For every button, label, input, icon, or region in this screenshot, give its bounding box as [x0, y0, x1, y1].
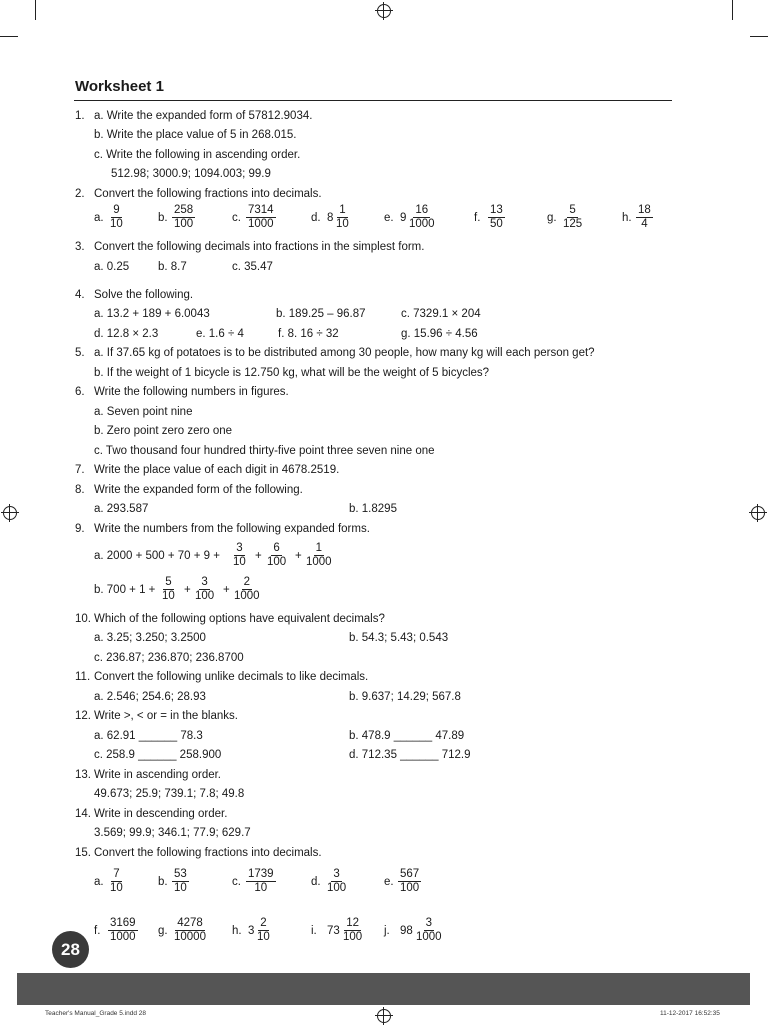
fraction [160, 576, 177, 603]
denominator: 1000 [306, 556, 332, 568]
fraction [232, 576, 262, 603]
denominator: 50 [490, 218, 503, 230]
denominator: 10 [233, 556, 246, 568]
item-label: a. [94, 876, 104, 888]
numerator: 5 [165, 576, 172, 588]
worksheet-title: Worksheet 1 [75, 78, 164, 95]
whole-number: 98 [400, 925, 413, 937]
fraction [172, 204, 195, 231]
fraction [334, 204, 351, 231]
denominator: 100 [400, 882, 420, 894]
fraction [636, 204, 653, 231]
numerator: 3 [425, 917, 432, 929]
question-text: Write the numbers from the following expanded forms. [94, 523, 370, 535]
fraction [265, 542, 288, 569]
denominator: 10 [254, 882, 268, 894]
denominator: 10 [336, 218, 349, 230]
text-line: 49.673; 25.9; 739.1; 7.8; 49.8 [94, 788, 245, 800]
denominator: 1000 [110, 931, 136, 943]
question-text: a. If 37.65 kg of potatoes is to be distributed among 30 people, how many kg will each person get? [94, 347, 595, 359]
question-text: Convert the following fractions into decimals. [94, 188, 322, 200]
numerator: 2 [260, 917, 267, 929]
text-line: a. 62.91 ______ 78.3 [94, 730, 203, 742]
registration-mark-icon [3, 506, 17, 520]
text-line: 512.98; 3000.9; 1094.003; 99.9 [111, 168, 271, 180]
fraction [407, 204, 437, 231]
numerator: 18 [638, 204, 651, 216]
text-line: b. Zero point zero zero one [94, 425, 233, 437]
item-label: j. [384, 925, 390, 937]
fraction [193, 576, 216, 603]
text-line: c. Two thousand four hundred thirty-five point three seven nine one [94, 445, 435, 457]
numerator: 2 [243, 576, 250, 588]
numerator: 1 [315, 542, 322, 554]
item-label: i. [311, 925, 317, 937]
question-text: Convert the following decimals into fractions in the simplest form. [94, 241, 425, 253]
question-number: 5. [75, 347, 85, 359]
question-text: Write the place value of each digit in 4678.2519. [94, 464, 340, 476]
fraction [246, 204, 276, 231]
slug-left: Teacher's Manual_Grade 5.indd 28 [45, 1010, 146, 1017]
text-line: a. 2.546; 254.6; 28.93 [94, 691, 206, 703]
fraction [108, 917, 138, 944]
item-label: a. [94, 212, 104, 224]
denominator: 1000 [416, 931, 442, 943]
numerator: 53 [174, 868, 187, 880]
denominator: 1000 [234, 590, 260, 602]
question-text: Write >, < or = in the blanks. [94, 710, 238, 722]
denominator: 100 [195, 590, 215, 602]
registration-mark-icon [377, 1009, 391, 1023]
item-label: h. [232, 925, 242, 937]
plus-sign: + [295, 550, 302, 562]
text-line: b. If the weight of 1 bicycle is 12.750 kg, what will be the weight of 5 bicycles? [94, 367, 490, 379]
crop-mark [750, 36, 768, 37]
text-line: a. Seven point nine [94, 406, 193, 418]
numerator: 3 [333, 868, 340, 880]
numerator: 258 [174, 204, 194, 216]
denominator: 10 [257, 931, 270, 943]
text-line: a. 2000 + 500 + 70 + 9 + [94, 550, 220, 562]
text-line: g. 15.96 ÷ 4.56 [401, 328, 478, 340]
question-number: 2. [75, 188, 85, 200]
question-text: Write in ascending order. [94, 769, 221, 781]
page-number: 28 [52, 931, 89, 968]
item-label: h. [622, 212, 632, 224]
item-label: g. [158, 925, 168, 937]
numerator: 13 [490, 204, 503, 216]
numerator: 7314 [248, 204, 274, 216]
text-line: b. 1.8295 [349, 503, 397, 515]
whole-number: 8 [327, 212, 334, 224]
question-number: 3. [75, 241, 85, 253]
numerator: 4278 [177, 917, 203, 929]
text-line: b. 700 + 1 + [94, 584, 156, 596]
text-line: d. 712.35 ______ 712.9 [349, 749, 471, 761]
question-text: Write in descending order. [94, 808, 228, 820]
item-label: f. [474, 212, 481, 224]
fraction [414, 917, 444, 944]
fraction [341, 917, 364, 944]
plus-sign: + [223, 584, 230, 596]
question-number: 15. [75, 847, 91, 859]
numerator: 12 [346, 917, 359, 929]
denominator: 10 [110, 882, 123, 894]
text-line: c. 7329.1 × 204 [401, 308, 481, 320]
text-line: a. 0.25 [94, 261, 130, 273]
fraction [231, 542, 248, 569]
slug-right: 11-12-2017 16:52:35 [660, 1010, 720, 1017]
footer-bar [17, 973, 750, 1005]
question-number: 11. [75, 671, 91, 683]
text-line: e. 1.6 ÷ 4 [196, 328, 244, 340]
question-number: 13. [75, 769, 91, 781]
fraction [561, 204, 584, 231]
fraction [246, 868, 276, 895]
fraction [255, 917, 272, 944]
registration-mark-icon [377, 4, 391, 18]
registration-mark-icon [751, 506, 765, 520]
text-line: b. Write the place value of 5 in 268.015. [94, 129, 297, 141]
fraction [172, 868, 189, 895]
question-number: 6. [75, 386, 85, 398]
numerator: 6 [273, 542, 280, 554]
denominator: 10 [162, 590, 175, 602]
text-line: c. Write the following in ascending order. [94, 149, 301, 161]
denominator: 10000 [174, 931, 206, 943]
numerator: 3 [236, 542, 243, 554]
question-number: 8. [75, 484, 85, 496]
text-line: d. 12.8 × 2.3 [94, 328, 159, 340]
fraction [172, 917, 208, 944]
item-label: b. [158, 212, 168, 224]
numerator: 1739 [248, 868, 274, 880]
crop-mark [35, 0, 36, 20]
fraction [304, 542, 334, 569]
denominator: 100 [174, 218, 194, 230]
item-label: f. [94, 925, 101, 937]
question-text: Solve the following. [94, 289, 194, 301]
plus-sign: + [184, 584, 191, 596]
denominator: 125 [563, 218, 583, 230]
denominator: 4 [641, 218, 648, 230]
question-text: Convert the following fractions into decimals. [94, 847, 322, 859]
question-text: Which of the following options have equivalent decimals? [94, 613, 385, 625]
item-label: c. [232, 876, 241, 888]
numerator: 9 [113, 204, 120, 216]
question-number: 4. [75, 289, 85, 301]
fraction [488, 204, 505, 231]
numerator: 5 [569, 204, 576, 216]
title-underline [74, 100, 672, 101]
fraction [108, 868, 125, 895]
denominator: 100 [267, 556, 287, 568]
question-number: 1. [75, 110, 85, 122]
question-text: Write the following numbers in figures. [94, 386, 289, 398]
whole-number: 9 [400, 212, 407, 224]
numerator: 567 [400, 868, 420, 880]
item-label: g. [547, 212, 557, 224]
numerator: 3 [201, 576, 208, 588]
numerator: 16 [415, 204, 429, 216]
crop-mark [0, 36, 18, 37]
text-line: b. 478.9 ______ 47.89 [349, 730, 465, 742]
text-line: b. 8.7 [158, 261, 187, 273]
question-text: Convert the following unlike decimals to like decimals. [94, 671, 369, 683]
plus-sign: + [255, 550, 262, 562]
text-line: b. 9.637; 14.29; 567.8 [349, 691, 461, 703]
numerator: 3169 [110, 917, 136, 929]
text-line: c. 35.47 [232, 261, 273, 273]
text-line: c. 258.9 ______ 258.900 [94, 749, 222, 761]
item-label: e. [384, 212, 394, 224]
denominator: 1000 [409, 218, 435, 230]
numerator: 1 [339, 204, 346, 216]
question-text: a. Write the expanded form of 57812.9034. [94, 110, 313, 122]
whole-number: 73 [327, 925, 340, 937]
text-line: a. 13.2 + 189 + 6.0043 [94, 308, 210, 320]
question-text: Write the expanded form of the following. [94, 484, 303, 496]
item-label: c. [232, 212, 241, 224]
question-number: 9. [75, 523, 85, 535]
denominator: 10 [110, 218, 123, 230]
fraction [108, 204, 125, 231]
question-number: 10. [75, 613, 91, 625]
question-number: 7. [75, 464, 85, 476]
text-line: a. 3.25; 3.250; 3.2500 [94, 632, 206, 644]
denominator: 100 [343, 931, 363, 943]
denominator: 10 [174, 882, 187, 894]
denominator: 1000 [248, 218, 274, 230]
fraction [325, 868, 348, 895]
whole-number: 3 [248, 925, 255, 937]
question-number: 14. [75, 808, 91, 820]
text-line: a. 293.587 [94, 503, 149, 515]
text-line: f. 8. 16 ÷ 32 [278, 328, 339, 340]
item-label: e. [384, 876, 394, 888]
crop-mark [732, 0, 733, 20]
text-line: c. 236.87; 236.870; 236.8700 [94, 652, 244, 664]
item-label: d. [311, 876, 321, 888]
fraction [398, 868, 421, 895]
question-number: 12. [75, 710, 91, 722]
item-label: b. [158, 876, 168, 888]
denominator: 100 [327, 882, 347, 894]
text-line: 3.569; 99.9; 346.1; 77.9; 629.7 [94, 827, 251, 839]
numerator: 7 [113, 868, 120, 880]
text-line: b. 54.3; 5.43; 0.543 [349, 632, 449, 644]
item-label: d. [311, 212, 321, 224]
text-line: b. 189.25 – 96.87 [276, 308, 366, 320]
